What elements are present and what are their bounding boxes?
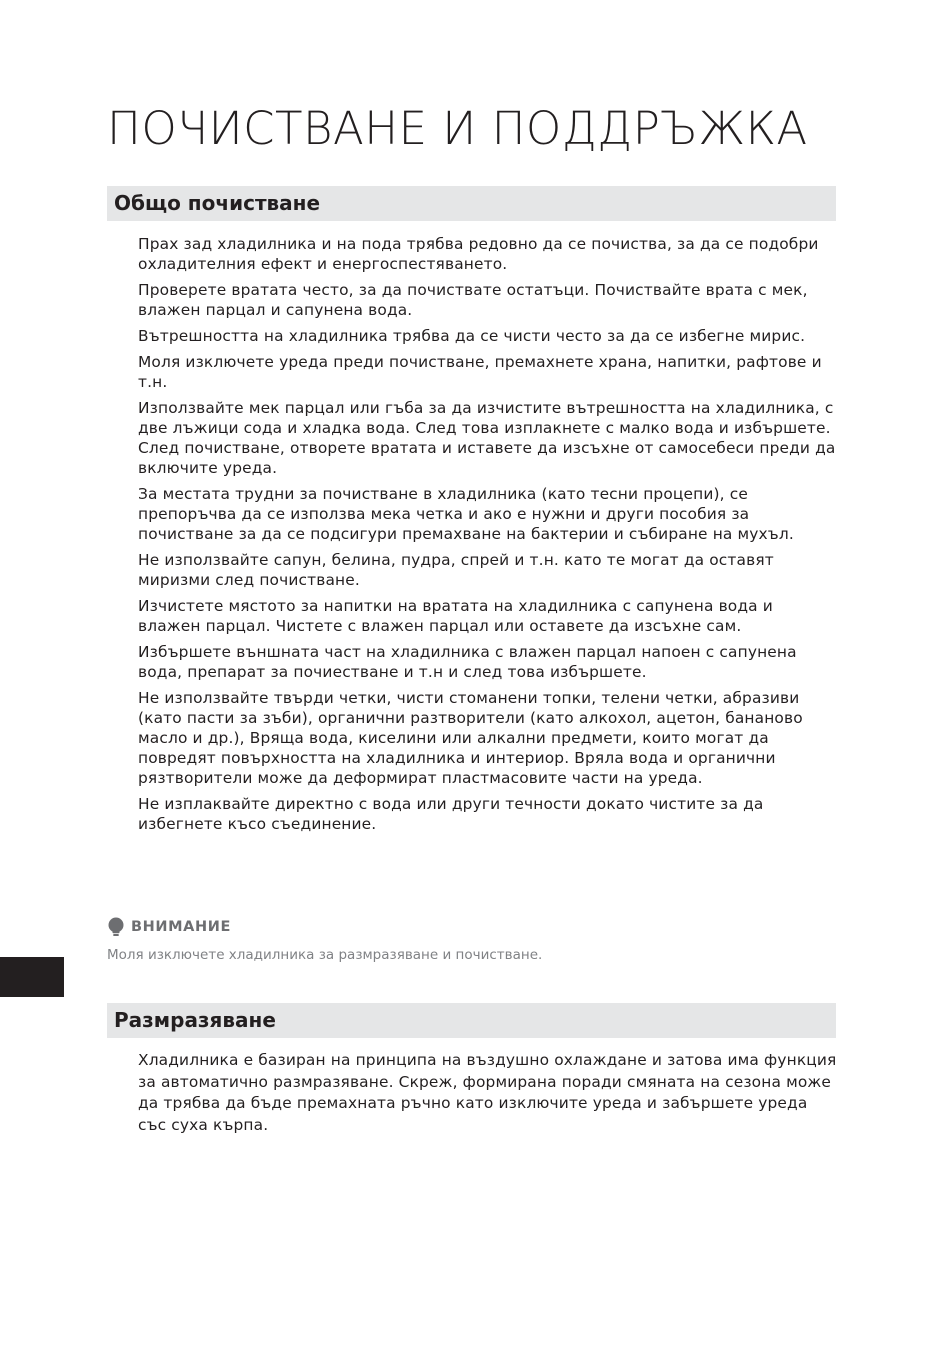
- warning-heading: [107, 917, 231, 937]
- general-cleaning-paragraph: Вътрешността на хладилника трябва да се чисти често за да се избегне мирис.: [138, 327, 806, 345]
- defrosting-list: [138, 1050, 838, 1142]
- general-cleaning-list: [138, 234, 838, 840]
- general-cleaning-paragraph: Прах зад хладилника и на пода трябва редовно да се почиства, за да се подобри охладителния ефект и енергоспестяването.: [138, 235, 819, 273]
- defrosting-paragraph: Хладилника е базиран на принципа на въздушно охлаждане и затова има функция за автоматично размразяване. Скреж, формирана поради смяната на сезона може да трябва да бъде премахната ръчно като изключите уреда и забършете уреда със суха кърпа.: [138, 1051, 837, 1134]
- general-cleaning-paragraph: Не използвайте твърди четки, чисти стоманени топки, телени четки, абразиви (като пасти за зъби), органични разтворители (като алкохол, ацетон, бананово масло и др.), Вряща вода, киселини или алкални предмети, които могат да повредят повърхността на хладилника и интериор. Вряла вода и органични рязтворители може да деформират пластмасовите части на уреда.: [138, 689, 803, 787]
- page-side-tab: [0, 957, 64, 997]
- section-heading-general-cleaning: Общо почистване: [107, 186, 836, 221]
- page-title: ПОЧИСТВАНЕ И ПОДДРЪЖКА: [107, 102, 808, 155]
- section-heading-defrosting: Размразяване: [107, 1003, 836, 1038]
- warning-text: Моля изключете хладилника за размразяване и почистване.: [107, 947, 543, 963]
- warning-label: ВНИМАНИЕ: [131, 919, 231, 935]
- general-cleaning-paragraph: Проверете вратата често, за да почиствате остатъци. Почиствайте врата с мек, влажен парцал и сапунена вода.: [138, 281, 808, 319]
- general-cleaning-paragraph: Моля изключете уреда преди почистване, премахнете храна, напитки, рафтове и т.н.: [138, 353, 822, 391]
- general-cleaning-paragraph: За местата трудни за почистване в хладилника (като тесни процепи), се препоръчва да се използва мека четка и ако е нужни и други пособия за почистване за да се подсигури премахване на бактерии и събиране на мухъл.: [138, 485, 794, 543]
- lightbulb-icon: [107, 917, 125, 937]
- general-cleaning-paragraph: Изчистете мястото за напитки на вратата на хладилника с сапунена вода и влажен парцал. Чистете с влажен парцал или оставете да изсъхне сам.: [138, 597, 773, 635]
- general-cleaning-paragraph: Използвайте мек парцал или гъба за да изчистите вътрешността на хладилника, с две лъжици сода и хладка вода. След това изплакнете с малко вода и избършете. След почистване, отворете вратата и иставете да изсъхне от самосебеси преди да включите уреда.: [138, 399, 836, 477]
- general-cleaning-paragraph: Не използвайте сапун, белина, пудра, спрей и т.н. като те могат да оставят миризми след почистване.: [138, 551, 774, 589]
- general-cleaning-paragraph: Не изплаквайте директно с вода или други течности докато чистите за да избегнете късо съединение.: [138, 795, 764, 833]
- general-cleaning-paragraph: Избършете външната част на хладилника с влажен парцал напоен с сапунена вода, препарат за почиестване и т.н и след това избършете.: [138, 643, 797, 681]
